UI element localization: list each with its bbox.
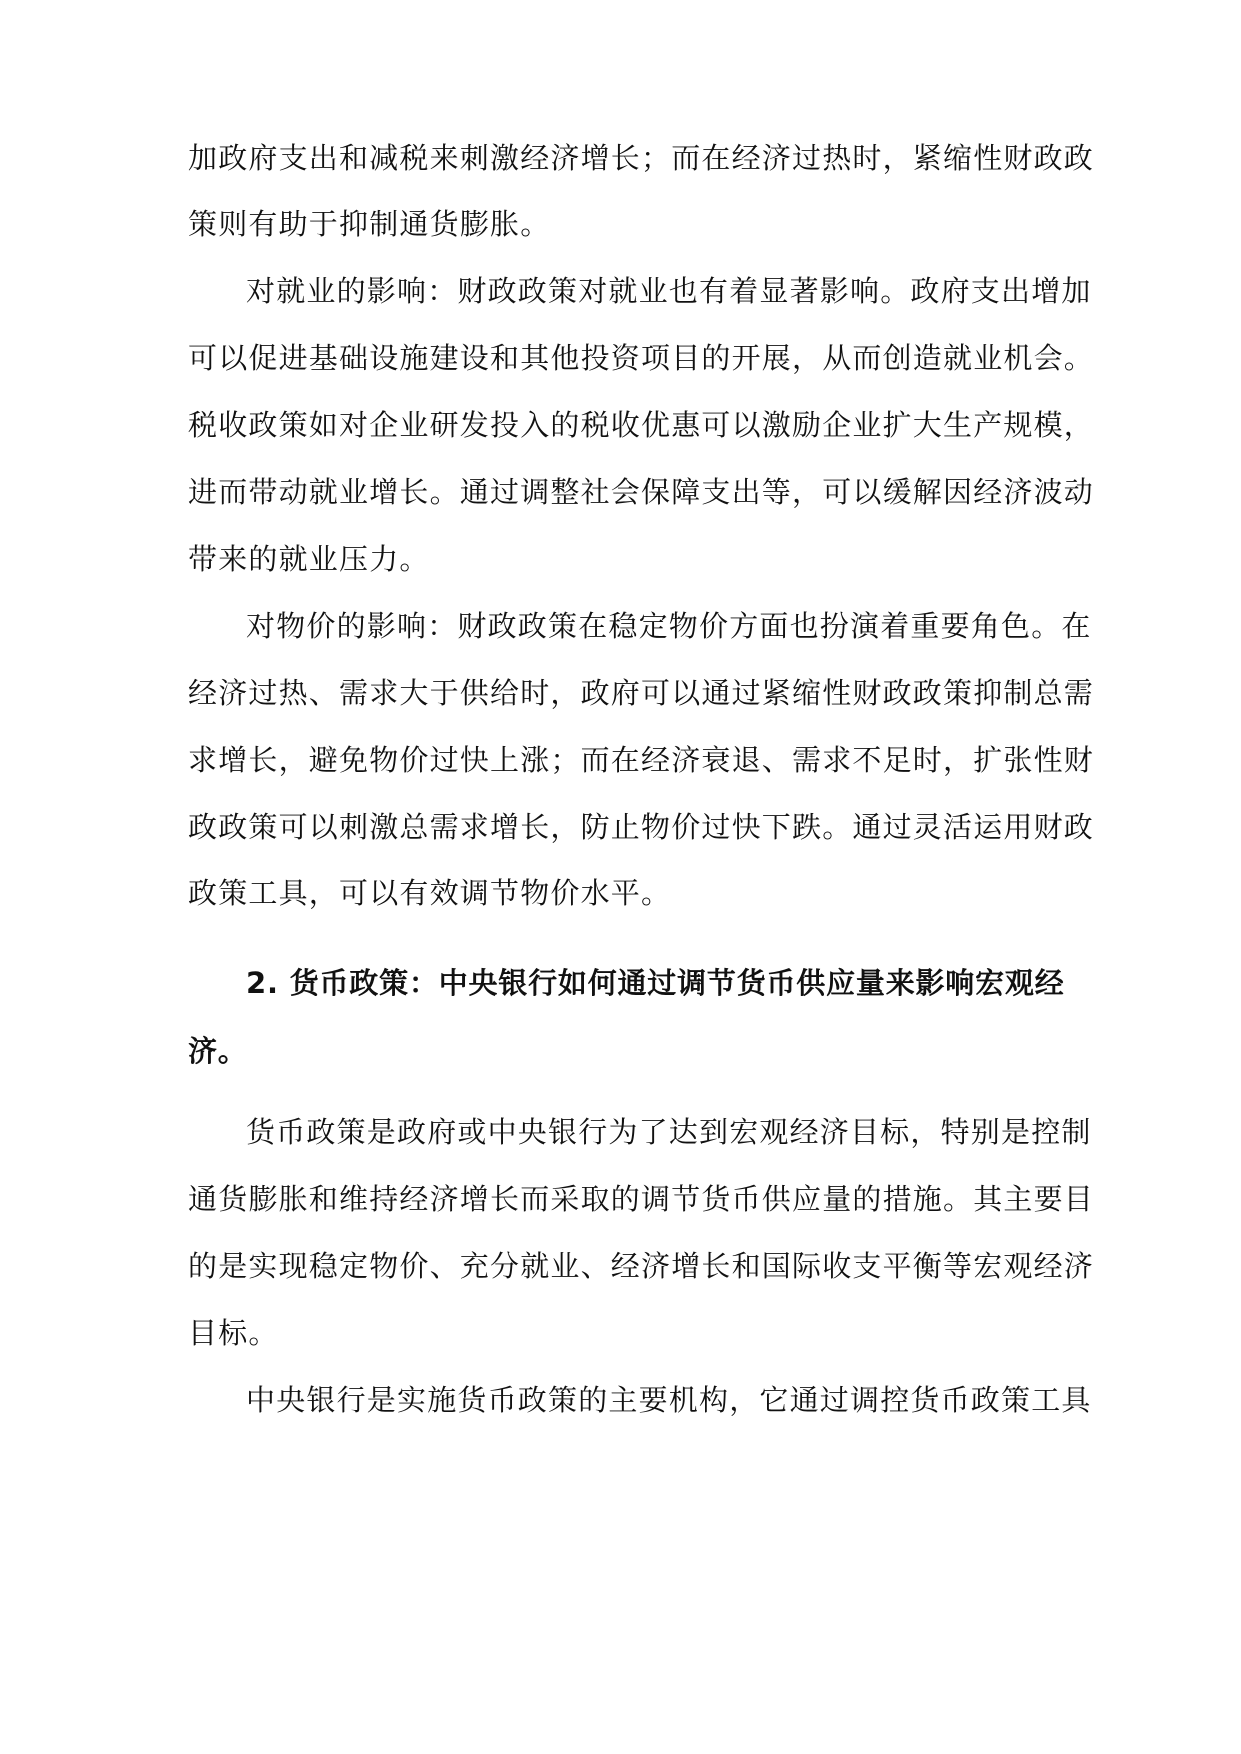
paragraph-line: 带来的就业压力。 — [188, 542, 430, 576]
section-heading: 2. 货币政策：中央银行如何通过调节货币供应量来影响宏观经 — [246, 966, 1065, 1000]
paragraph-line: 求增长，避免物价过快上涨；而在经济衰退、需求不足时，扩张性财 — [188, 743, 1095, 777]
paragraph-line: 加政府支出和减税来刺激经济增长；而在经济过热时，紧缩性财政政 — [188, 141, 1095, 175]
paragraph-line: 中央银行是实施货币政策的主要机构，它通过调控货币政策工具 — [246, 1383, 1092, 1417]
paragraph-line: 对就业的影响：财政政策对就业也有着显著影响。政府支出增加 — [246, 274, 1092, 308]
paragraph-line: 对物价的影响：财政政策在稳定物价方面也扮演着重要角色。在 — [246, 609, 1092, 643]
paragraph-line: 经济过热、需求大于供给时，政府可以通过紧缩性财政政策抑制总需 — [188, 676, 1095, 710]
paragraph-line: 政策工具，可以有效调节物价水平。 — [188, 876, 672, 910]
paragraph-line: 可以促进基础设施建设和其他投资项目的开展，从而创造就业机会。 — [188, 341, 1095, 375]
paragraph-line: 税收政策如对企业研发投入的税收优惠可以激励企业扩大生产规模， — [188, 408, 1095, 442]
paragraph-line: 进而带动就业增长。通过调整社会保障支出等，可以缓解因经济波动 — [188, 475, 1095, 509]
section-heading-continued: 济。 — [188, 1034, 248, 1068]
paragraph-line: 通货膨胀和维持经济增长而采取的调节货币供应量的措施。其主要目 — [188, 1182, 1095, 1216]
paragraph-line: 策则有助于抑制通货膨胀。 — [188, 207, 551, 241]
paragraph-line: 政政策可以刺激总需求增长，防止物价过快下跌。通过灵活运用财政 — [188, 810, 1095, 844]
paragraph-line: 目标。 — [188, 1316, 279, 1350]
paragraph-line: 的是实现稳定物价、充分就业、经济增长和国际收支平衡等宏观经济 — [188, 1249, 1095, 1283]
paragraph-line: 货币政策是政府或中央银行为了达到宏观经济目标，特别是控制 — [246, 1115, 1092, 1149]
